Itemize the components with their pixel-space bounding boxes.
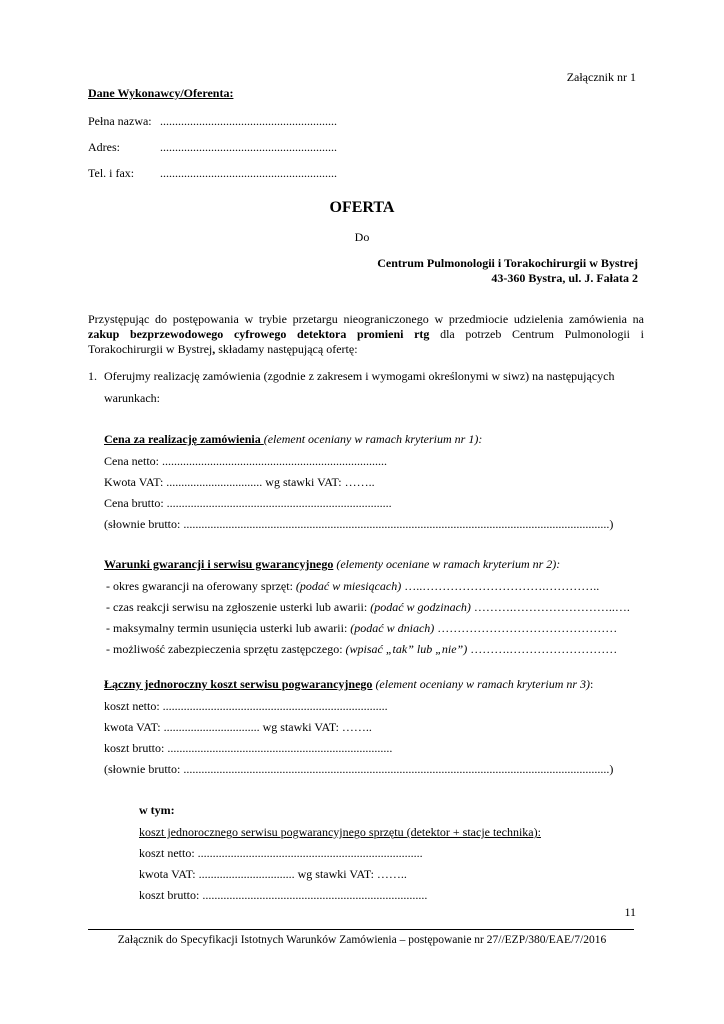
contractor-heading: Dane Wykonawcy/Oferenta: xyxy=(88,86,234,100)
postwarranty-gross: koszt brutto: ........................................................................... xyxy=(104,741,393,755)
point-line1: Oferujmy realizację zamówienia (zgodnie z zakresem i wymogami określonymi w siwz) na następujących xyxy=(104,369,615,383)
point-line2: warunkach: xyxy=(104,391,160,405)
warranty-item-repair: - maksymalny termin usunięcia usterki lub awarii: (podać w dniach) ……………………………………… xyxy=(106,621,618,635)
including-heading: w tym: xyxy=(139,803,175,817)
warranty-heading: Warunki gwarancji i serwisu gwarancyjnego (elementy oceniane w ramach kryterium nr 2): xyxy=(104,557,561,571)
to-label: Do xyxy=(354,230,370,244)
price-heading: Cena za realizację zamówienia (element oceniany w ramach kryterium nr 1): xyxy=(104,432,483,446)
field-address-dots: ........................................................... xyxy=(160,140,337,154)
postwarranty-net: koszt netto: ........................................................................... xyxy=(104,699,388,713)
price-words: (słownie brutto: ..............................................................................................................................................) xyxy=(104,517,614,531)
price-vat: Kwota VAT: ................................ wg stawki VAT: …….. xyxy=(104,475,375,489)
footer-divider xyxy=(88,929,634,930)
field-address-label: Adres: xyxy=(88,140,120,154)
field-phone-dots: ........................................................... xyxy=(160,166,337,180)
postwarranty-words: (słownie brutto: ..............................................................................................................................................) xyxy=(104,762,614,776)
including-subheading: koszt jednorocznego serwisu pogwarancyjnego sprzętu (detektor + stacje technika): xyxy=(139,825,541,839)
warranty-item-period: - okres gwarancji na oferowany sprzęt: (podać w miesiącach) …..………………………….………….. xyxy=(106,579,600,593)
field-full-name-dots: ........................................................... xyxy=(160,114,337,128)
attachment-label: Załącznik nr 1 xyxy=(566,70,636,84)
page-number: 11 xyxy=(624,905,636,919)
postwarranty-heading: Łączny jednoroczny koszt serwisu pogwarancyjnego (element oceniany w ramach kryterium nr 3): xyxy=(104,677,594,691)
footer-text: Załącznik do Specyfikacji Istotnych Warunków Zamówienia – postępowanie nr 27//EZP/380/EAE/7/2016 xyxy=(117,934,607,946)
recipient-address: 43-360 Bystra, ul. J. Fałata 2 xyxy=(491,271,638,285)
including-gross: koszt brutto: ........................................................................... xyxy=(139,888,428,902)
field-phone-label: Tel. i fax: xyxy=(88,166,135,180)
price-gross: Cena brutto: ........................................................................... xyxy=(104,496,392,510)
warranty-item-reaction: - czas reakcji serwisu na zgłoszenie usterki lub awarii: (podać w godzinach) ……….……………………..…. xyxy=(106,600,630,614)
including-vat: kwota VAT: ................................ wg stawki VAT: …….. xyxy=(139,867,407,881)
postwarranty-vat: kwota VAT: ................................ wg stawki VAT: …….. xyxy=(104,720,372,734)
field-full-name-label: Pełna nazwa: xyxy=(88,114,152,128)
page-title: OFERTA xyxy=(329,199,395,216)
warranty-item-replacement: - możliwość zabezpieczenia sprzętu zastępczego: (wpisać „tak” lub „nie”) ……….……………………… xyxy=(106,642,618,656)
price-net: Cena netto: ........................................................................... xyxy=(104,454,387,468)
intro-paragraph: Przystępując do postępowania w trybie przetargu nieograniczonego w przedmiocie udzielenia zamówienia na zakup bezprzewodowego cyfrowego detektora promieni rtg dla potrzeb Centrum Pulmonologii i Torakochirurgii w Bystrej, składamy następującą ofertę: xyxy=(88,312,644,356)
including-net: koszt netto: ........................................................................... xyxy=(139,846,423,860)
recipient-name: Centrum Pulmonologii i Torakochirurgii w Bystrej xyxy=(377,256,638,270)
point-number: 1. xyxy=(88,369,97,383)
